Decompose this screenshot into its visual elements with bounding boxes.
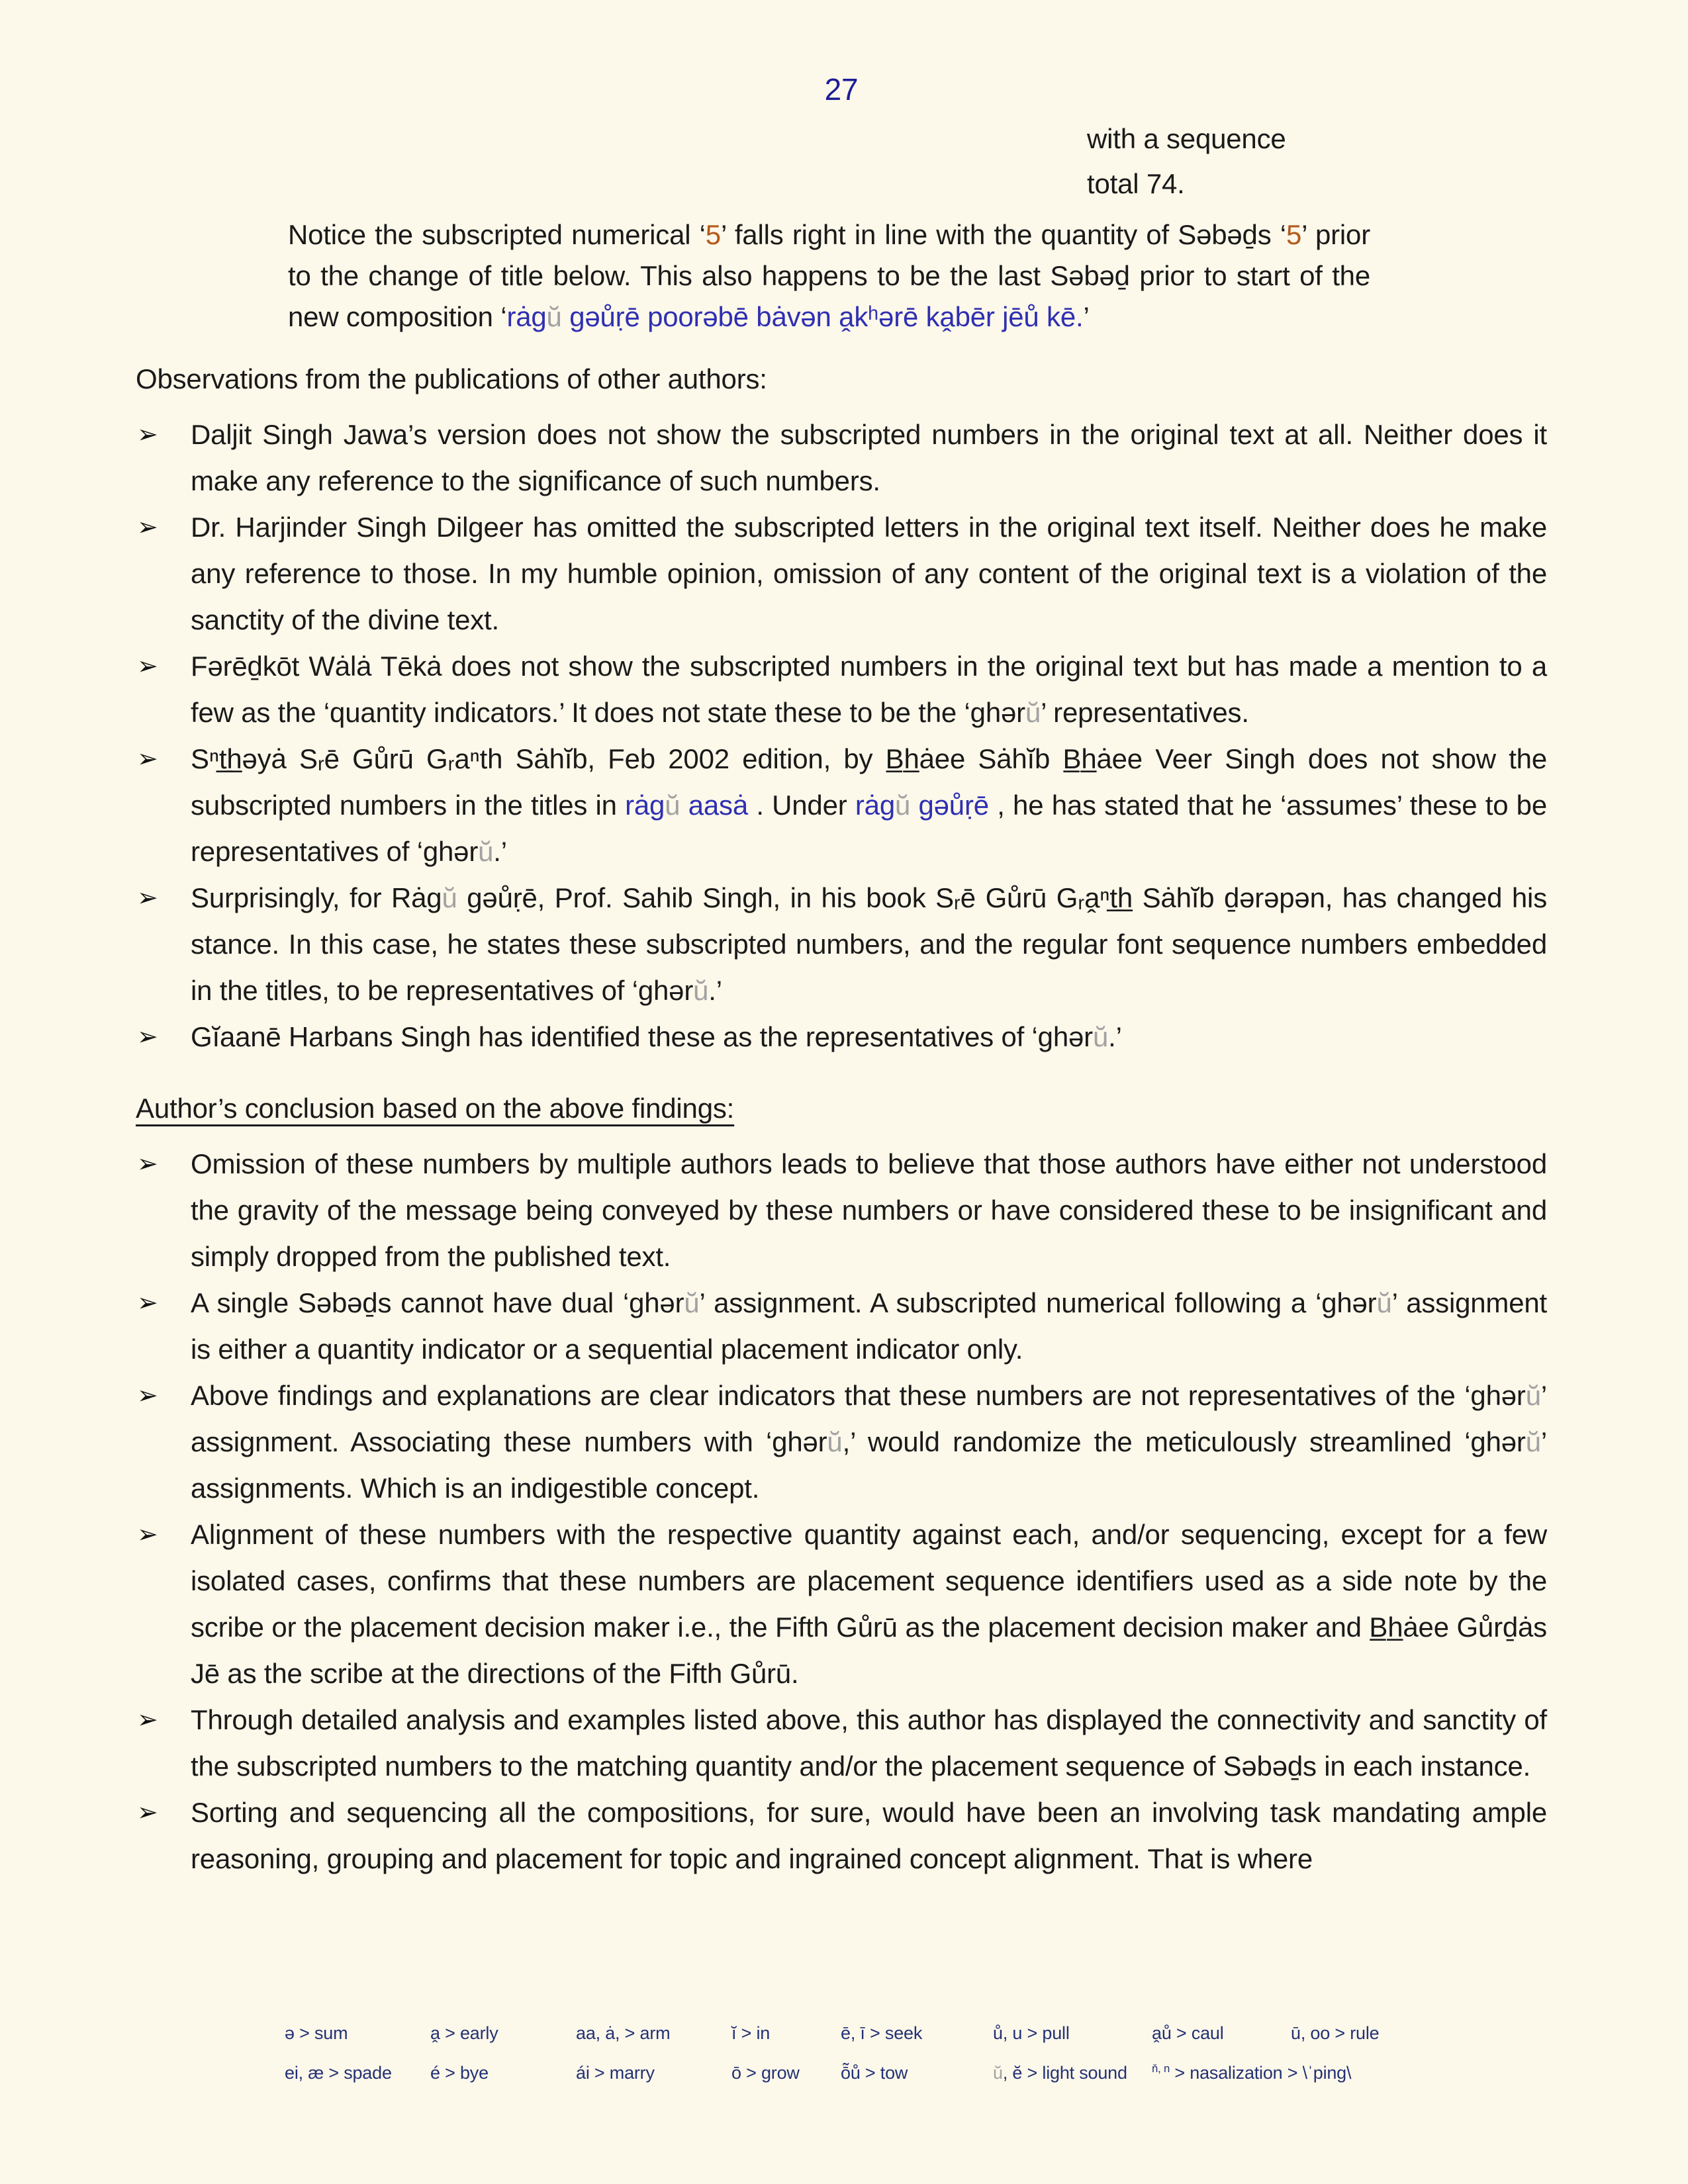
bullet-arrow-icon: ➢ (137, 421, 158, 449)
text-run: ’ assignment. A subscripted numerical following a ‘ghər (699, 1287, 1377, 1318)
text-run: ŭ (665, 790, 680, 821)
bullet-text (191, 1704, 1547, 1782)
bullet-arrow-icon: ➢ (137, 1023, 158, 1051)
text-run: 5 (705, 219, 721, 250)
bullet-text (191, 651, 1547, 728)
text-run: ŭ (1376, 1287, 1392, 1318)
text-run: é > bye (430, 2063, 489, 2083)
pronunciation-key-row (285, 2053, 1379, 2093)
text-run: ’ falls right in line with the quantity of Səbəḏs ‘ (720, 219, 1286, 250)
bullet-arrow-icon: ➢ (137, 1799, 158, 1827)
conclusions-list (136, 1141, 1547, 1882)
observation-item (136, 412, 1547, 504)
bullet-arrow-icon: ➢ (137, 514, 158, 541)
text-run: .’ (1108, 1021, 1122, 1052)
observation-item (136, 643, 1547, 736)
observations-heading: Observations from the publications of other authors: (136, 363, 767, 394)
text-run: rȧg (855, 790, 895, 821)
text-run: aasȧ (680, 790, 748, 821)
text-run: gəůṛē poorəbē bȧvən a̭kʰərē ka̭bēr jēů kē. (561, 301, 1084, 332)
text-run: ō > grow (731, 2063, 800, 2083)
text-run: ŭ (1525, 1380, 1541, 1411)
text-run: Gĭaanē Harbans Singh has identified these as the representatives of ‘ghər (191, 1021, 1093, 1052)
text-run: ’ assignment is either a quantity indicator or a sequential placement indicator only. (191, 1287, 1547, 1365)
bullet-text (191, 743, 1547, 867)
text-run: ŭ (827, 1426, 843, 1457)
text-run: aa, ȧ, > arm (576, 2023, 671, 2043)
footer-key-item (1152, 2013, 1291, 2053)
conclusion-item (136, 1373, 1547, 1512)
text-run: ō̃ů > tow (841, 2063, 908, 2083)
text-run: ŭ (693, 975, 709, 1006)
text-run: ŭ (478, 836, 494, 867)
text-run: gəůṛē (910, 790, 989, 821)
text-run: Omission of these numbers by multiple authors leads to believe that those authors have either not understood the gravity of the message being conveyed by these numbers or have considered these to be insignificant and simply dropped from the published text. (191, 1148, 1547, 1272)
page-number: 27 (824, 72, 859, 107)
text-run: 5 (1286, 219, 1302, 250)
text-run: ū, oo > rule (1291, 2023, 1380, 2043)
carryover-line: with a sequence (1087, 123, 1286, 154)
observation-item (136, 1014, 1547, 1060)
pronunciation-key (285, 2013, 1379, 2093)
text-run: ŭ (993, 2063, 1003, 2083)
bullet-text (191, 512, 1547, 635)
observations-list (136, 412, 1547, 1060)
conclusion-item (136, 1280, 1547, 1373)
observation-item (136, 736, 1547, 875)
text-run: > nasalization > \ˈping\ (1170, 2063, 1352, 2083)
text-run: ŭ (894, 790, 911, 821)
bullet-text (191, 419, 1547, 496)
carryover-paragraph (1087, 116, 1547, 206)
footer-key-item (285, 2013, 430, 2053)
text-run: ē, ī > seek (841, 2023, 923, 2043)
conclusion-item (136, 1512, 1547, 1697)
footer-key-item (430, 2053, 576, 2093)
observation-item (136, 875, 1547, 1014)
text-run: ’ representatives. (1041, 697, 1249, 728)
bullet-text (191, 1148, 1547, 1272)
footer-key-item (731, 2053, 841, 2093)
bullet-arrow-icon: ➢ (137, 884, 158, 912)
bullet-arrow-icon: ➢ (137, 1382, 158, 1410)
bullet-arrow-icon: ➢ (137, 1706, 158, 1734)
text-run: ŭ (546, 301, 562, 332)
footer-key-item (993, 2053, 1152, 2093)
text-run: Above findings and explanations are clear indicators that these numbers are not representatives of the ‘ghər (191, 1380, 1526, 1411)
text-run: Dr. Harjinder Singh Dilgeer has omitted the subscripted letters in the original text itself. Neither does he make any reference to those. In my humble opinion, omission of any content of the original text is a violation of the sanctity of the divine text. (191, 512, 1547, 635)
footer-key-item (993, 2013, 1152, 2053)
footer-key-item (576, 2013, 731, 2053)
text-run: ŭ (1525, 1426, 1541, 1457)
text-run: ’ (1083, 301, 1090, 332)
text-run: gəůṛē, Prof. Sahib Singh, in his book Sᵣē Gůrū Gᵣa̭ⁿt̲h̲ Sȧhĭb ḏərəpən, has changed his stance. In this case, he states these subscripted numbers, and the regular font sequence numbers embedded in the titles, to be representatives of ‘ghər (191, 882, 1547, 1006)
text-run: ŭ (1025, 697, 1041, 728)
text-run: ái > marry (576, 2063, 655, 2083)
observation-item (136, 504, 1547, 643)
text-run: a̭ů > caul (1152, 2023, 1224, 2043)
text-run: ŭ (684, 1287, 700, 1318)
text-run: , ĕ > light sound (1002, 2063, 1127, 2083)
text-run: .’ (708, 975, 722, 1006)
footer-key-item (1291, 2013, 1379, 2053)
bullet-arrow-icon: ➢ (137, 1521, 158, 1549)
text-run: Sⁿt̲h̲əyȧ Sᵣē Gůrū Gᵣaⁿth Sȧhĭb, Feb 2002 edition, by B̲h̲ȧee Sȧhĭb B̲h̲ȧee Veer Singh does not show the subscripted numbers in the titles in (191, 743, 1547, 821)
text-run: ŭ (442, 882, 457, 913)
bullet-arrow-icon: ➢ (137, 1289, 158, 1317)
footer-key-item (841, 2053, 993, 2093)
text-run: ’ assignment. Associating these numbers with ‘ghər (191, 1380, 1547, 1457)
bullet-text (191, 1519, 1547, 1689)
text-run: ə > sum (285, 2023, 348, 2043)
text-run: ’ prior to the change of title below. This also happens to be the last Səbəḏ prior to start of the new composition ‘ (288, 219, 1370, 332)
text-run: ĭ > in (731, 2023, 771, 2043)
text-run: .’ (493, 836, 507, 867)
text-run: A single Səbəḏs cannot have dual ‘ghər (191, 1287, 684, 1318)
text-run: Sorting and sequencing all the compositions, for sure, would have been an involving task mandating ample reasoning, grouping and placement for topic and ingrained concept alignment. That is where (191, 1797, 1547, 1874)
footer-key-item (285, 2053, 430, 2093)
text-run: ů, u > pull (993, 2023, 1070, 2043)
text-run: Through detailed analysis and examples listed above, this author has displayed the connectivity and sanctity of the subscripted numbers to the matching quantity and/or the placement sequence of Səbəḏs in each instance. (191, 1704, 1547, 1782)
footer-key-item (576, 2053, 731, 2093)
bullet-text (191, 1797, 1547, 1874)
text-run: ei, æ > spade (285, 2063, 392, 2083)
footer-key-item (1152, 2053, 1352, 2093)
bullet-arrow-icon: ➢ (137, 1150, 158, 1178)
conclusion-item (136, 1141, 1547, 1280)
bullet-text (191, 1380, 1547, 1504)
text-run: rȧg (506, 301, 547, 332)
text-run: Notice the subscripted numerical ‘ (288, 219, 706, 250)
bullet-text (191, 1287, 1547, 1365)
pronunciation-key-row (285, 2013, 1379, 2053)
text-run: rȧg (625, 790, 665, 821)
conclusions-heading: Author’s conclusion based on the above findings: (136, 1093, 735, 1124)
text-run: a̭ > early (430, 2023, 498, 2043)
conclusion-item (136, 1697, 1547, 1790)
text-run: ň, n (1152, 2062, 1170, 2075)
text-run: ŭ (1092, 1021, 1109, 1052)
text-run: , he has stated that he ‘assumes’ these to be representatives of ‘ghər (191, 790, 1547, 867)
text-run: Daljit Singh Jawa’s version does not show the subscripted numbers in the original text at all. Neither does it make any reference to the significance of such numbers. (191, 419, 1547, 496)
bullet-text (191, 1021, 1122, 1052)
footer-key-item (430, 2013, 576, 2053)
text-run: Alignment of these numbers with the respective quantity against each, and/or sequencing, except for a few isolated cases, confirms that these numbers are placement sequence identifiers used as a side note by the scribe or the placement decision maker i.e., the Fifth Gůrū as the placement decision maker and B̲h̲ȧee Gůrḏȧs Jē as the scribe at the directions of the Fifth Gůrū. (191, 1519, 1547, 1689)
conclusion-item (136, 1790, 1547, 1882)
text-run: ’ assignments. Which is an indigestible concept. (191, 1426, 1547, 1504)
bullet-arrow-icon: ➢ (137, 653, 158, 680)
bullet-text (191, 882, 1547, 1006)
intro-paragraph (288, 214, 1370, 338)
footer-key-item (731, 2013, 841, 2053)
text-run: Surprisingly, for Rȧg (191, 882, 442, 913)
footer-key-item (841, 2013, 993, 2053)
text-run: Fərēḏkōt Wȧlȧ Tēkȧ does not show the subscripted numbers in the original text but has made a mention to a few as the ‘quantity indicators.’ It does not state these to be the ‘ghər (191, 651, 1547, 728)
carryover-line: total 74. (1087, 168, 1185, 199)
text-run: ,’ would randomize the meticulously streamlined ‘ghər (842, 1426, 1526, 1457)
bullet-arrow-icon: ➢ (137, 745, 158, 773)
text-run: . Under (748, 790, 855, 821)
